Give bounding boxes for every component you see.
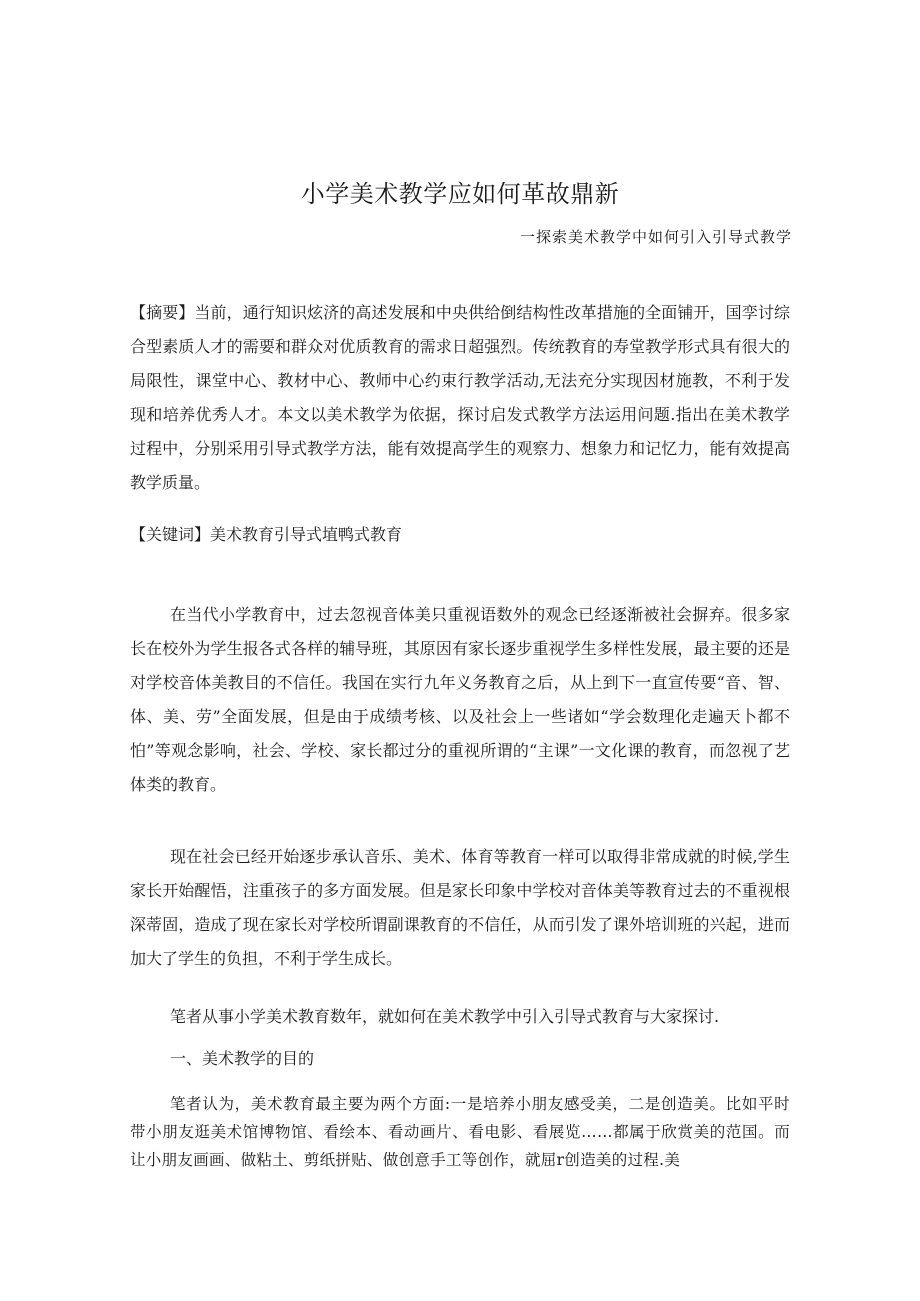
abstract — [130, 296, 790, 500]
keywords-text: 美术教育引导式埴鸭式教育 — [210, 525, 403, 544]
section-paragraph: 笔者认为，美术教育最主要为两个方面:一是培养小朋友感受美，二是创造美。比如平时带小朋友逛美术馆博物馆、看绘本、看动画片、看电影、看展览……都属于欣赏美的范国。而让小朋友画画、做粘土、剪纸拼贴、做创意手工等创作，就屈r创造美的过程.美 — [130, 1095, 790, 1169]
keywords-label: 【关键词】 — [130, 525, 211, 544]
section-heading: 一、美术教学的目的 — [170, 1049, 315, 1068]
document-title: 小学美术教学应如何革故鼎新 — [300, 180, 620, 208]
document-subtitle: 一探索美术教学中如何引入引导式教学 — [519, 228, 792, 246]
abstract-label: 【摘要】 — [130, 303, 195, 322]
body-paragraph: 笔者从事小学美术教育数年，就如何在美术教学中引入引导式教育与大家探讨. — [170, 1007, 720, 1026]
keywords — [130, 518, 790, 552]
body-paragraph: 在当代小学教育中，过去忽视音体美只重视语数外的观念已经逐渐被社会摒弃。很多家长在校外为学生报各式各样的辅导班，其原因有家长逐步重视学生多样性发展，最主要的还是对学校音体美教目的不信任。我国在实行九年义务教育之后，从上到下一直宣传要“音、智、体、美、劳”全面发展，但是由于成绩考核、以及社会上一些诸如“学会数理化走遍天卜都不怕”等观念影响，社会、学校、家长都过分的重视所谓的“主课”一文化课的教育，而忽视了艺体类的教育。 — [130, 605, 790, 794]
abstract-text: 当前，通行知识炫济的高述发展和中央供给倒结构性改革措施的全面铺开，国孪讨综合型素质人才的需要和群众对优质教育的需求日超强烈。传统教育的寿堂教学形式具有很大的局限性，课堂中心、教材中心、教师中心约束行教学活动,无法充分实现因材施教，不利于发现和培养优秀人才。本文以美术教学为依据，探讨启发式教学方法运用问题.指出在美术教学过程中，分别采用引导式教学方法，能有效提高学生的观察力、想象力和记忆力，能有效提高教学质量。 — [130, 303, 790, 492]
body-paragraph: 现在社会已经开始逐步承认音乐、美术、体育等教育一样可以取得非常成就的时候,学生家长开始醒悟，注重孩子的多方面发展。但是家长印象中学校对音体美等教育过去的不重视根深蒂固，造成了现在家长对学校所谓副课教育的不信任，从而引发了课外培训班的兴起，进而加大了学生的负担，不利于学生成长。 — [130, 847, 790, 968]
